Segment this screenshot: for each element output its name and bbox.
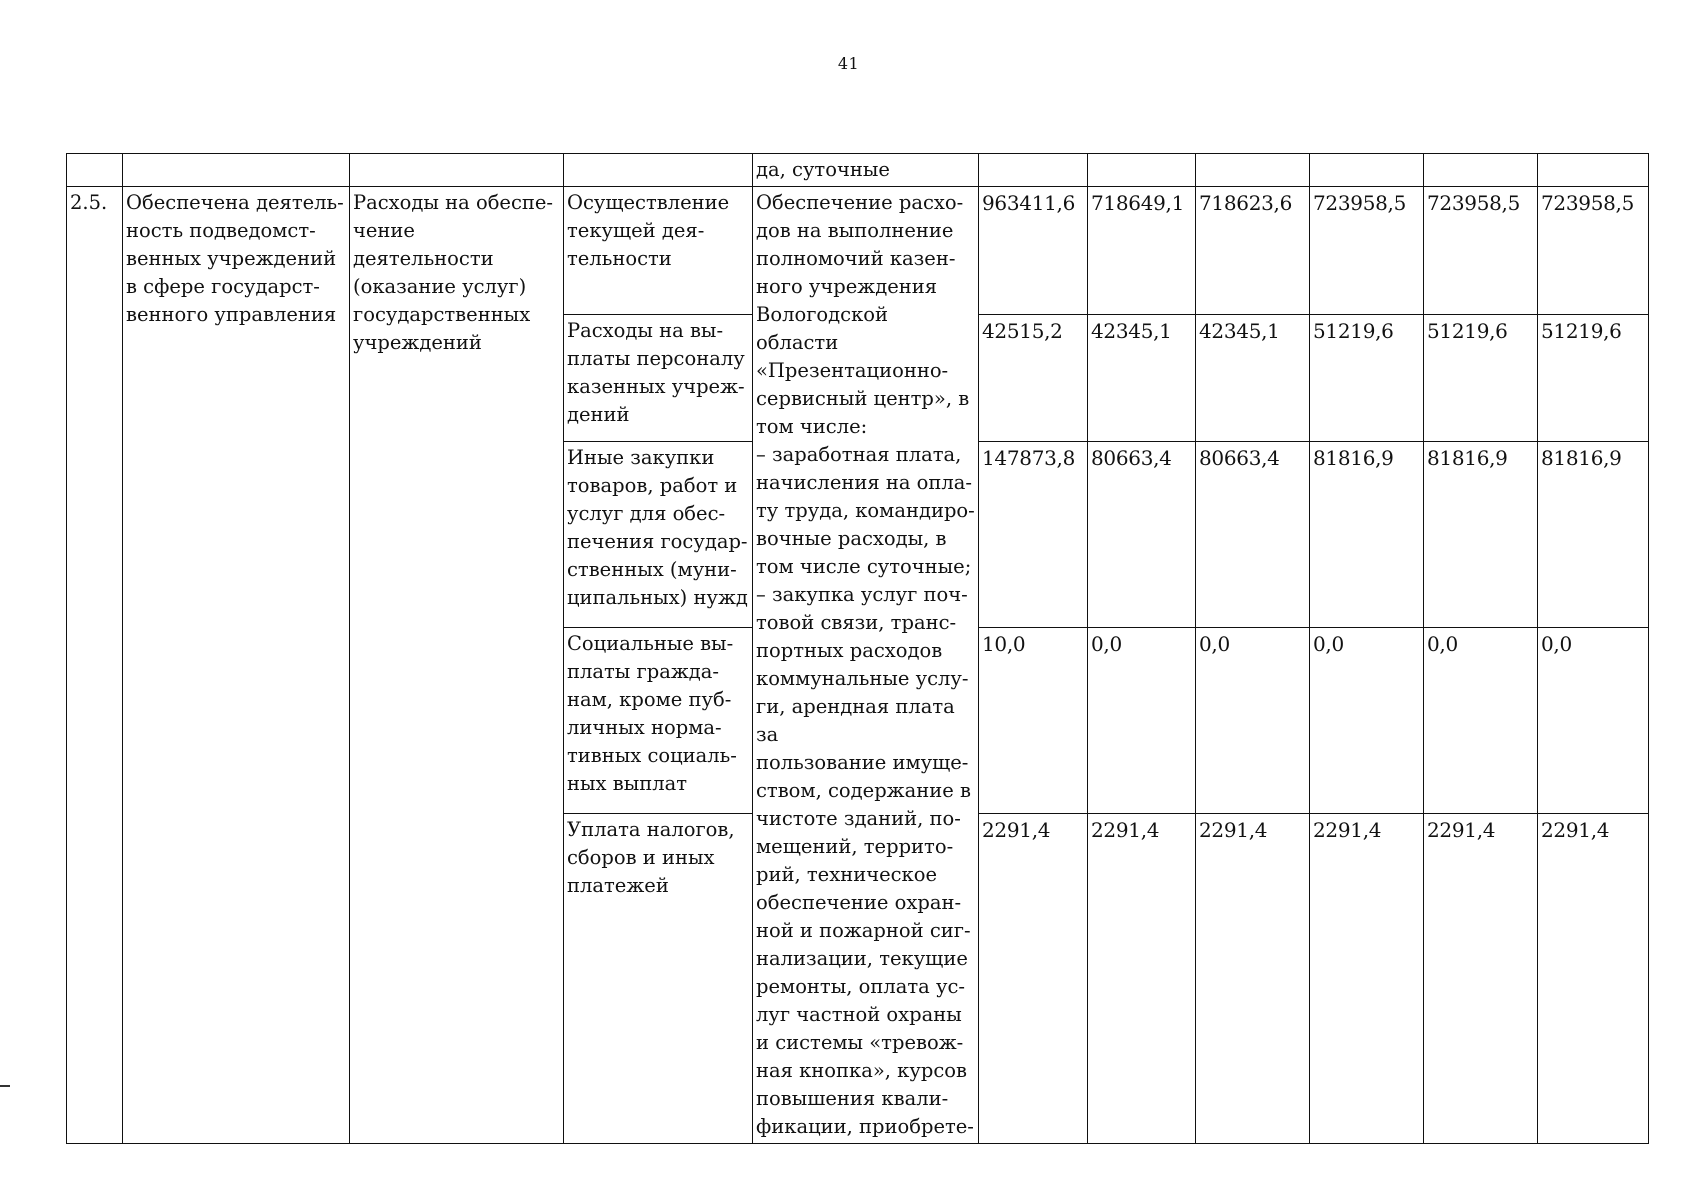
value-cell: 0,0 — [1424, 627, 1538, 813]
value-cell: 42345,1 — [1196, 314, 1310, 442]
value-cell: 2291,4 — [1088, 813, 1196, 1144]
value-cell: 723958,5 — [1538, 187, 1649, 315]
cont-cell-measure — [350, 154, 564, 187]
section-objective: Обеспечена деятель- ность подведомст- венных учреждений в сфере государст- венного управления — [123, 187, 350, 1144]
cont-cell-description: да, суточные — [753, 154, 979, 187]
cont-cell-number — [67, 154, 123, 187]
value-cell: 2291,4 — [979, 813, 1088, 1144]
value-cell: 723958,5 — [1310, 187, 1424, 315]
value-cell: 10,0 — [979, 627, 1088, 813]
cont-cell-objective — [123, 154, 350, 187]
expense-type: Осуществление текущей дея- тельности — [564, 187, 753, 315]
section-measure: Расходы на обеспе- чение деятельности (оказание услуг) государственных учреждений — [350, 187, 564, 1144]
value-cell: 42345,1 — [1088, 314, 1196, 442]
value-cell: 963411,6 — [979, 187, 1088, 315]
value-cell: 0,0 — [1196, 627, 1310, 813]
value-cell: 0,0 — [1310, 627, 1424, 813]
cont-cell-value — [1538, 154, 1649, 187]
value-cell: 51219,6 — [1424, 314, 1538, 442]
value-cell: 42515,2 — [979, 314, 1088, 442]
expense-type: Иные закупки товаров, работ и услуг для обес- печения государ- ственных (муни- ципальных) нужд — [564, 442, 753, 628]
value-cell: 2291,4 — [1310, 813, 1424, 1144]
value-cell: 81816,9 — [1538, 442, 1649, 628]
value-cell: 147873,8 — [979, 442, 1088, 628]
expense-type: Расходы на вы- платы персоналу казенных учреж- дений — [564, 314, 753, 442]
value-cell: 51219,6 — [1538, 314, 1649, 442]
value-cell: 51219,6 — [1310, 314, 1424, 442]
expense-type: Социальные вы- платы гражда- нам, кроме пуб- личных норма- тивных социаль- ных выплат — [564, 627, 753, 813]
cont-cell-value — [979, 154, 1088, 187]
value-cell: 723958,5 — [1424, 187, 1538, 315]
value-cell: 81816,9 — [1424, 442, 1538, 628]
cont-cell-value — [1196, 154, 1310, 187]
value-cell: 2291,4 — [1196, 813, 1310, 1144]
section-description: Обеспечение расхо- дов на выполнение полномочий казен- ного учреждения Вологодской области «Презентационно- сервисный центр», в том числе: – заработная плата, начисления на опла- ту труда, командиро- вочные расходы, в том числе суточные; – закупка услуг поч- товой связи, транс- портных расходов коммунальные услу- ги, арендная плата за пользование имуще- ством, содержание в чистоте зданий, по- мещений, террито- рий, техническое обеспечение охран- ной и пожарной сиг- нализации, текущие ремонты, оплата ус- луг частной охраны и системы «тревож- ная кнопка», курсов повышения квали- фикации, приобрете- — [753, 187, 979, 1144]
value-cell: 718623,6 — [1196, 187, 1310, 315]
value-cell: 718649,1 — [1088, 187, 1196, 315]
edge-mark — [0, 1085, 10, 1087]
value-cell: 80663,4 — [1088, 442, 1196, 628]
expense-type: Уплата налогов, сборов и иных платежей — [564, 813, 753, 1144]
cont-cell-value — [1088, 154, 1196, 187]
table-row — [67, 187, 1649, 315]
value-cell: 0,0 — [1538, 627, 1649, 813]
section-number: 2.5. — [67, 187, 123, 1144]
budget-table — [66, 153, 1649, 1144]
value-cell: 81816,9 — [1310, 442, 1424, 628]
cont-cell-expense — [564, 154, 753, 187]
value-cell: 2291,4 — [1424, 813, 1538, 1144]
page-number: 41 — [837, 54, 860, 73]
value-cell: 0,0 — [1088, 627, 1196, 813]
continuation-row — [67, 154, 1649, 187]
cont-cell-value — [1424, 154, 1538, 187]
value-cell: 2291,4 — [1538, 813, 1649, 1144]
value-cell: 80663,4 — [1196, 442, 1310, 628]
cont-cell-value — [1310, 154, 1424, 187]
